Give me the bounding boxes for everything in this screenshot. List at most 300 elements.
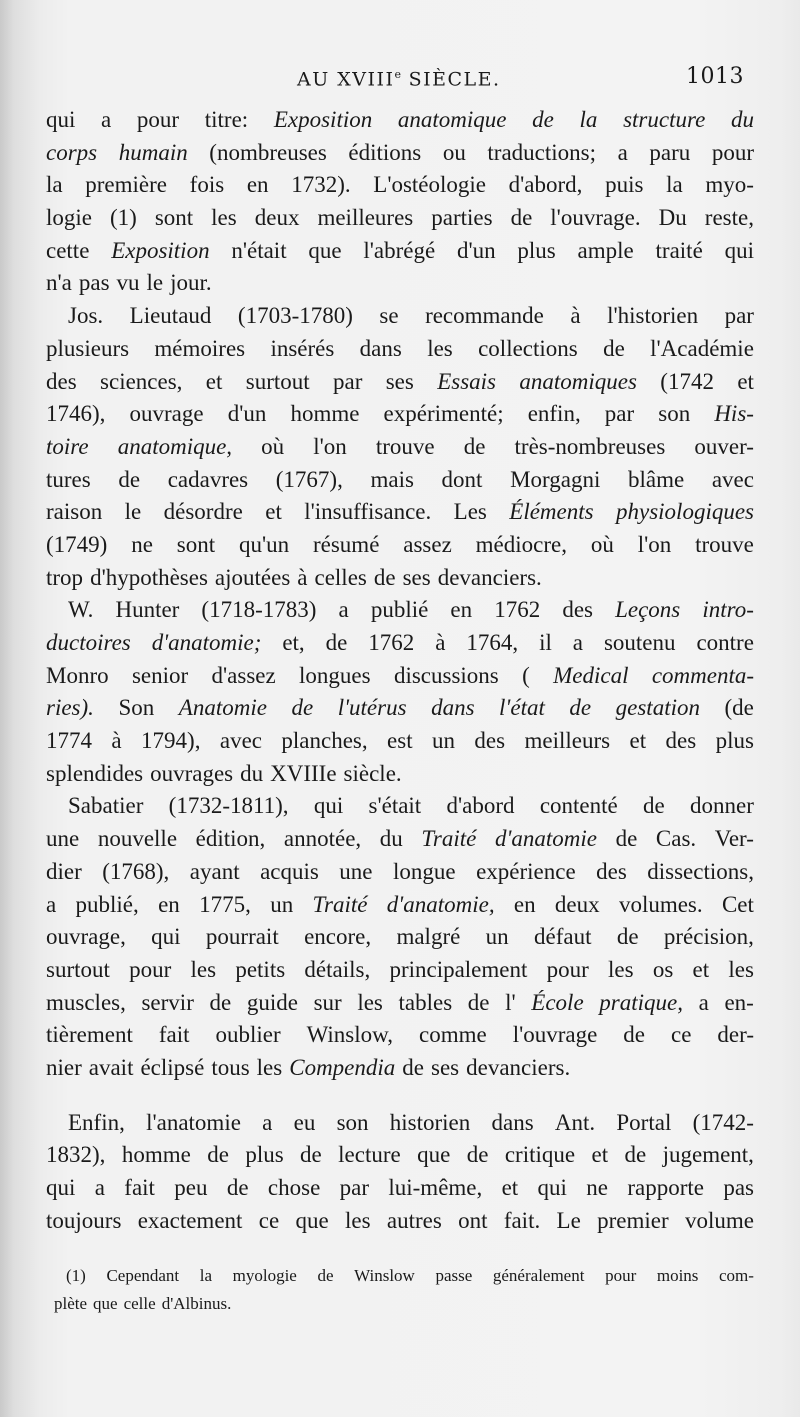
word: tures: [46, 466, 91, 492]
word: Traité: [312, 891, 368, 917]
text-line: [46, 496, 754, 529]
word: d'abord: [446, 793, 515, 819]
word: 1732).: [291, 172, 351, 198]
word: et: [692, 956, 710, 982]
word: et: [737, 368, 754, 394]
word: anatomique: [397, 107, 507, 132]
word: Lieutaud: [129, 303, 212, 329]
word: a: [617, 139, 628, 165]
word: des: [474, 728, 506, 754]
word: en: [513, 891, 536, 917]
word: un: [270, 891, 294, 917]
word: myo-: [705, 172, 754, 198]
word: expérimenté;: [383, 401, 504, 427]
word: 1832),: [46, 1142, 106, 1168]
running-title-text: AU XVIII: [297, 68, 395, 91]
word: contre: [696, 630, 754, 655]
word: dans: [359, 335, 402, 361]
word: traductions;: [487, 139, 596, 165]
word: de: [643, 793, 665, 819]
word: 1762: [494, 597, 541, 623]
word: myologie: [232, 1266, 297, 1285]
word: qui: [151, 924, 181, 950]
word: d'anatomie;: [151, 630, 262, 655]
word: volumes.: [618, 891, 703, 917]
word: ou: [442, 139, 466, 165]
word: d'Albinus.: [161, 1294, 232, 1313]
word: où: [590, 531, 614, 557]
word: ;: [589, 139, 596, 165]
word: ).: [80, 695, 94, 721]
word: les: [345, 1207, 371, 1233]
word: Essais: [437, 368, 497, 394]
word: ses: [431, 1054, 460, 1080]
word: ,: [226, 433, 233, 459]
text-line: [46, 1205, 754, 1238]
word: pour: [136, 107, 180, 132]
word: ses: [385, 368, 414, 394]
word: jour.: [170, 270, 212, 296]
word: jugement,: [662, 1142, 754, 1168]
word: d'abord,: [508, 172, 583, 198]
word: détails,: [304, 956, 371, 982]
text-line: [46, 1052, 754, 1085]
word: et,: [282, 630, 305, 655]
text-line: [46, 398, 754, 431]
word: celle: [123, 1294, 156, 1313]
word: de: [623, 1022, 646, 1048]
word: discussions: [393, 662, 499, 688]
word: défaut: [534, 924, 592, 950]
text-line: [46, 921, 754, 954]
word: (nombreuses: [209, 139, 327, 165]
word: guide: [246, 989, 298, 1015]
word: eu: [293, 1109, 316, 1135]
word: ayant: [189, 858, 240, 884]
word: ouver-: [694, 433, 754, 459]
text-line: [46, 1019, 754, 1052]
word: servir: [141, 989, 194, 1015]
word: celles: [314, 564, 367, 590]
text-line: [46, 529, 754, 562]
word: malgré: [396, 924, 461, 950]
word: d'un: [456, 237, 496, 263]
word: corps: [46, 139, 98, 165]
word: pratique,: [599, 989, 683, 1015]
text-line: [46, 987, 754, 1020]
text-line: [46, 202, 754, 235]
word: Cet: [721, 891, 754, 917]
word: petits: [235, 956, 286, 982]
word: sont: [176, 531, 216, 557]
word: insérés: [270, 335, 335, 361]
word: dont: [441, 466, 483, 492]
word: précision,: [663, 924, 754, 950]
word: de: [209, 989, 232, 1015]
word: reste,: [704, 205, 754, 231]
word: du: [240, 760, 264, 786]
word: meilleures: [317, 205, 414, 231]
word: fait: [158, 1022, 190, 1048]
word: (1): [66, 1266, 86, 1285]
word: (1767),: [275, 466, 343, 492]
word: nier: [46, 1054, 82, 1080]
word: enfin,: [527, 401, 581, 427]
word: autres: [386, 1207, 442, 1233]
word: médiocre,: [475, 531, 567, 557]
word: que: [93, 1294, 118, 1313]
word: ouvrage: [129, 401, 204, 427]
text-line: [46, 267, 754, 300]
word: l'ouvrage.: [550, 205, 641, 231]
word: la: [46, 172, 63, 198]
word: deux: [554, 891, 600, 917]
text-line: [46, 333, 754, 366]
word: ductoires: [46, 630, 131, 655]
word: (1742-: [692, 1109, 754, 1135]
word: École: [531, 989, 584, 1015]
word: en: [450, 597, 473, 623]
word: qui: [724, 237, 754, 263]
word: se: [379, 303, 399, 329]
word: cette: [46, 237, 90, 263]
text-line: [46, 1107, 754, 1140]
text-line: [46, 954, 754, 987]
word: de: [325, 630, 348, 655]
word: siècle.: [343, 760, 402, 786]
word: surtout: [245, 368, 310, 394]
word: (1): [110, 205, 137, 231]
word: senior: [131, 662, 189, 688]
word: tous: [211, 1054, 250, 1080]
word: a: [338, 597, 349, 623]
text-line: [46, 235, 754, 268]
text-line: [46, 104, 754, 137]
word: physiologiques: [616, 499, 754, 525]
word: de: [466, 1142, 489, 1168]
word: de: [291, 695, 314, 721]
word: désordre: [163, 499, 243, 525]
word: splendides: [46, 760, 144, 786]
word: passe: [435, 1266, 473, 1285]
word: :: [241, 107, 249, 132]
word: les: [608, 956, 634, 982]
word: Winslow,: [306, 1022, 394, 1048]
running-head: [0, 62, 800, 92]
word: des: [665, 728, 697, 754]
word: blâme: [627, 466, 685, 492]
word: pas: [723, 1175, 754, 1200]
word: l'historien: [607, 303, 699, 329]
word: du: [730, 107, 754, 132]
running-title: [297, 68, 501, 90]
word: pour: [546, 956, 589, 982]
word: de: [317, 1266, 334, 1285]
word: ,: [488, 891, 495, 917]
word: a: [101, 107, 112, 132]
word: XVIIIe: [270, 760, 337, 786]
word: (1768),: [102, 858, 170, 884]
word: moins: [656, 1266, 699, 1285]
text-line: [46, 431, 754, 464]
word: structure: [623, 107, 706, 132]
word: homme: [290, 401, 360, 427]
word: sont: [154, 205, 194, 231]
word: de: [616, 924, 639, 950]
word: Ver-: [714, 826, 754, 852]
text-line: [46, 137, 754, 170]
word: acquis: [260, 858, 319, 884]
word: vu: [116, 270, 140, 296]
word: à: [435, 630, 446, 655]
word: ample: [577, 237, 634, 263]
word: L'ostéologie: [373, 172, 486, 198]
word: résumé: [312, 531, 380, 557]
word: d'anatomie: [494, 826, 597, 852]
word: plète: [54, 1294, 88, 1313]
word: ;: [253, 630, 262, 655]
text-line: [46, 856, 754, 889]
word: d'anatomie,: [386, 891, 495, 917]
word: l'on: [313, 433, 347, 459]
footnote-line: [54, 1290, 754, 1318]
word: les: [211, 205, 237, 231]
word: (1749): [46, 531, 108, 557]
word: trouve: [695, 531, 754, 557]
word: par: [724, 303, 754, 329]
word: oublier: [215, 1022, 281, 1048]
word: par: [604, 401, 635, 427]
word: que: [417, 1142, 451, 1168]
word: plusieurs: [46, 335, 130, 361]
word: Traité: [421, 826, 477, 852]
word: ajoutées: [214, 564, 291, 590]
word: première: [85, 172, 167, 198]
word: les: [256, 1054, 283, 1080]
word: qui: [313, 793, 344, 819]
word: avec: [711, 466, 754, 492]
word: de: [615, 826, 638, 852]
word: premier: [597, 1207, 669, 1233]
word: Medical: [553, 662, 629, 688]
word: à: [297, 564, 308, 590]
word: Ant.: [554, 1109, 596, 1135]
word: du: [379, 826, 403, 852]
word: un: [432, 728, 455, 754]
word: ce: [258, 1207, 280, 1233]
word: l'abrégé: [363, 237, 436, 263]
word: avait: [88, 1054, 134, 1080]
word: 1762: [368, 630, 415, 655]
word: traité: [655, 237, 703, 263]
word: de: [226, 1175, 249, 1200]
word: l'état: [499, 695, 545, 721]
word: que: [308, 237, 342, 263]
word: et: [265, 499, 282, 525]
word: lecture: [338, 1142, 401, 1168]
word: 1746),: [46, 401, 106, 427]
word: a: [698, 989, 709, 1015]
word: volume: [684, 1207, 754, 1233]
word: avec: [219, 728, 262, 754]
word: l'utérus: [337, 695, 407, 721]
word: critique: [504, 1142, 576, 1168]
word: le: [124, 499, 142, 525]
word: les: [190, 956, 217, 982]
word: ,: [677, 989, 683, 1015]
word: 1764,: [466, 630, 519, 655]
word: His-: [714, 401, 754, 427]
word: (1732-1811),: [168, 793, 289, 819]
word: chose: [267, 1175, 321, 1200]
word: expérience: [476, 858, 576, 884]
word: trouve: [375, 433, 435, 459]
word: surtout: [46, 956, 110, 982]
word: la: [666, 172, 683, 198]
word: est: [387, 728, 413, 754]
word: anatomique,: [117, 433, 233, 459]
word: devanciers.: [437, 564, 542, 590]
text-line: [46, 169, 754, 202]
word: qui: [46, 107, 76, 132]
word: n'a: [46, 270, 72, 296]
word: et: [591, 1142, 609, 1168]
word: W.: [68, 597, 94, 623]
paragraph-gap: [46, 1085, 754, 1107]
word: assez: [403, 531, 452, 557]
running-title-end: SIÈCLE.: [401, 68, 501, 91]
body-text: [46, 104, 754, 1237]
word: titre:: [204, 107, 249, 132]
word: mémoires: [154, 335, 246, 361]
word: Exposition: [111, 237, 210, 263]
word: les: [427, 335, 453, 361]
word: rapporte: [627, 1175, 704, 1200]
word: (: [522, 662, 530, 688]
word: a: [262, 1109, 273, 1135]
word: homme: [121, 1142, 191, 1168]
running-title-sup: e: [394, 68, 402, 81]
word: l'insuffisance.: [304, 499, 432, 525]
word: toujours: [46, 1207, 122, 1233]
word: plus: [517, 237, 556, 263]
word: où: [261, 433, 285, 459]
word: d'un: [227, 401, 267, 427]
word: de: [118, 466, 141, 492]
word: ses: [402, 564, 431, 590]
page-number: 1013: [686, 64, 744, 89]
word: très-nombreuses: [514, 433, 666, 459]
word: commenta-: [651, 662, 754, 688]
word: s'était: [368, 793, 422, 819]
word: pourrait: [205, 924, 279, 950]
text-line: [46, 1172, 754, 1205]
word: ries).: [46, 695, 94, 721]
text-line: [46, 366, 754, 399]
word: (1703-1780): [237, 303, 353, 329]
word: à: [111, 728, 122, 754]
word: intro-: [702, 597, 754, 623]
word: (1718-1783): [201, 597, 317, 623]
word: une: [339, 858, 373, 884]
word: d'assez: [211, 662, 276, 688]
word: éclipsé: [140, 1054, 205, 1080]
word: logie: [46, 205, 92, 231]
word: os: [652, 956, 674, 982]
word: parties: [431, 205, 493, 231]
word: sur: [313, 989, 342, 1015]
word: Enfin,: [68, 1109, 125, 1135]
text-line: [46, 823, 754, 856]
word: Les: [453, 499, 487, 525]
word: Sabatier: [68, 793, 144, 819]
word: généralement: [492, 1266, 585, 1285]
word: l'on: [637, 531, 672, 557]
word: fait: [124, 1175, 155, 1200]
text-line: [46, 1139, 754, 1172]
text-line: [46, 300, 754, 333]
word: ouvrages: [150, 760, 234, 786]
text-line: [46, 692, 754, 725]
word: plus: [245, 1142, 284, 1168]
word: le: [146, 270, 164, 296]
word: Portal: [616, 1109, 672, 1135]
word: l'ouvrage: [512, 1022, 598, 1048]
word: Monro: [46, 662, 109, 688]
word: de: [207, 1142, 229, 1168]
word: paru: [649, 139, 691, 165]
footnote-line: [54, 1262, 754, 1290]
word: soutenu: [603, 630, 676, 655]
word: devanciers.: [466, 1054, 571, 1080]
word: de: [467, 989, 490, 1015]
word: édition,: [195, 826, 266, 852]
word: muscles,: [46, 989, 126, 1015]
word: gestation: [615, 695, 700, 721]
word: de: [373, 564, 396, 590]
word: ouvrage,: [46, 924, 126, 950]
word: en: [246, 172, 269, 198]
word: la: [199, 1266, 213, 1285]
text-line: [46, 594, 754, 627]
word: sciences,: [100, 368, 183, 394]
word: pas: [78, 270, 110, 296]
word: l': [505, 989, 516, 1015]
word: tièrement: [46, 1022, 133, 1048]
word: qu'un: [238, 531, 290, 557]
word: dier: [46, 858, 82, 884]
text-line: [46, 562, 754, 595]
word: qui: [46, 1175, 76, 1200]
word: publié: [370, 597, 429, 623]
word: meilleurs: [524, 728, 611, 754]
word: qui: [537, 1175, 567, 1200]
word: annotée,: [283, 826, 362, 852]
word: a: [94, 1175, 105, 1200]
word: une: [46, 826, 80, 852]
word: (1742: [660, 368, 714, 394]
word: fait.: [503, 1207, 541, 1233]
word: n'était: [231, 237, 287, 263]
word: longues: [299, 662, 371, 688]
word: nouvelle: [97, 826, 178, 852]
word: ce: [671, 1022, 692, 1048]
word: pour: [129, 956, 172, 982]
word: 1794),: [141, 728, 201, 754]
text-line: [46, 725, 754, 758]
word: raison: [46, 499, 103, 525]
word: Winslow: [354, 1266, 415, 1285]
